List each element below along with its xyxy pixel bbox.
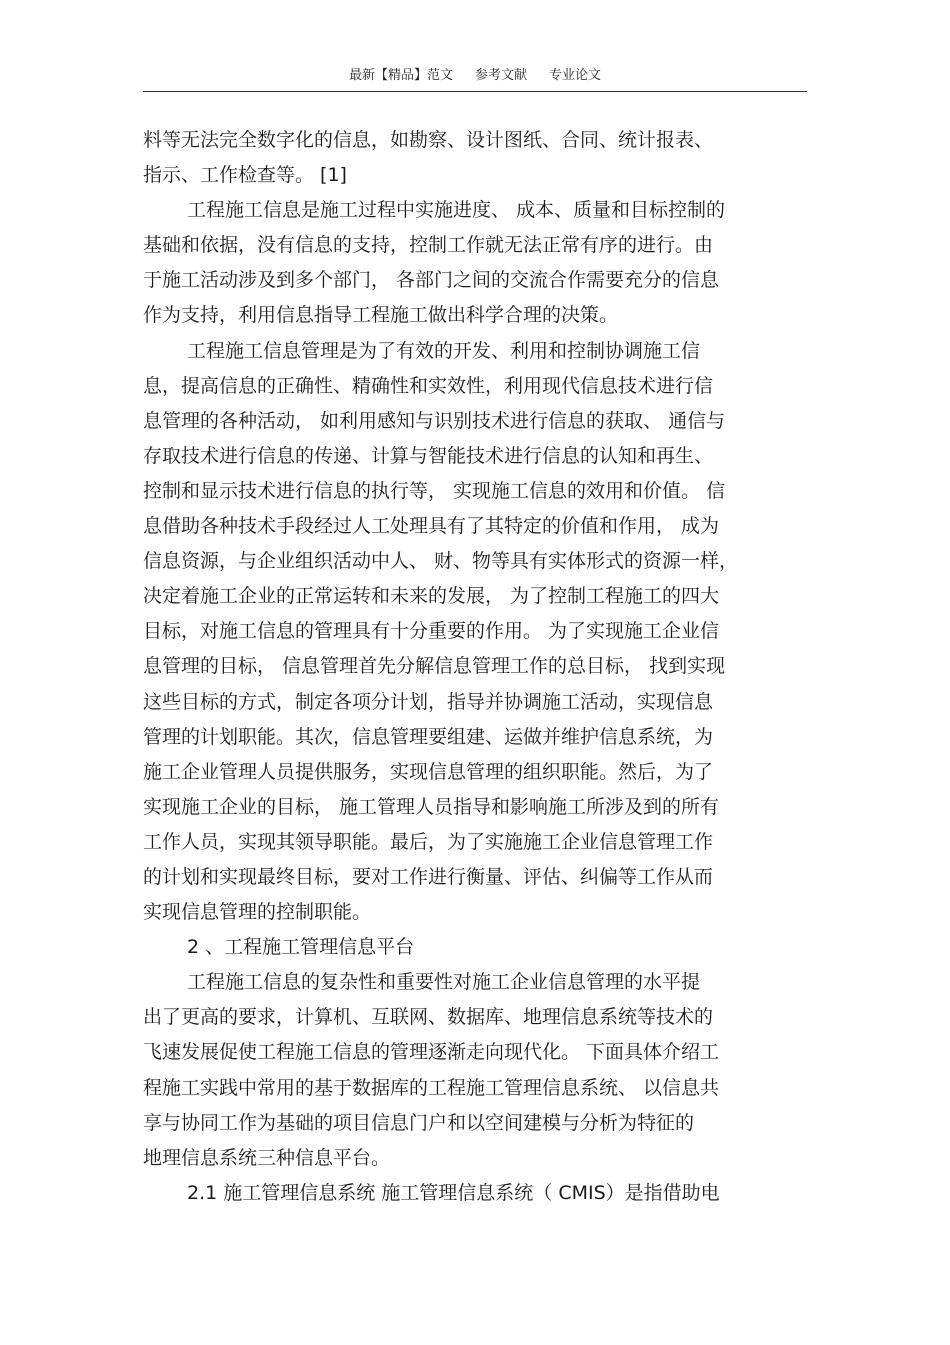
text-line: 2 、工程施工管理信息平台 [187, 936, 415, 959]
text-line: 指示、工作检查等。 [1] [143, 164, 347, 187]
text-line: 实现信息管理的控制职能。 [143, 901, 372, 924]
text-line: 这些目标的方式，制定各项分计划，指导并协调施工活动，实现信息 [143, 690, 714, 713]
text-line: 管理的计划职能。其次，信息管理要组建、运做并维护信息系统，为 [143, 725, 714, 748]
page-header [143, 66, 807, 90]
text-line: 地理信息系统三种信息平台。 [143, 1146, 391, 1169]
text-line: 信息资源，与企业组织活动中人、 财、物等具有实体形式的资源一样， [143, 550, 739, 573]
header-rule [143, 91, 807, 92]
text-line: 实现施工企业的目标， 施工管理人员指导和影响施工所涉及到的所有 [143, 795, 720, 818]
text-line: 工程施工信息的复杂性和重要性对施工企业信息管理的水平提 [187, 971, 701, 994]
text-line: 目标，对施工信息的管理具有十分重要的作用。 为了实现施工企业信 [143, 620, 720, 643]
text-line: 料等无法完全数字化的信息，如勘察、设计图纸、合同、统计报表、 [143, 129, 714, 151]
text-line: 施工企业管理人员提供服务，实现信息管理的组织职能。然后，为了 [143, 760, 714, 783]
header-part: 专业论文 [549, 68, 602, 83]
text-line: 飞速发展促使工程施工信息的管理逐渐走向现代化。 下面具体介绍工 [143, 1041, 720, 1064]
text-line: 的计划和实现最终目标，要对工作进行衡量、评估、纠偏等工作从而 [143, 865, 714, 888]
text-line: 息管理的各种活动， 如利用感知与识别技术进行信息的获取、 通信与 [143, 409, 726, 432]
body-text [143, 123, 807, 1211]
text-line: 存取技术进行信息的传递、计算与智能技术进行信息的认知和再生、 [143, 444, 714, 467]
text-line: 息，提高信息的正确性、精确性和实效性，利用现代信息技术进行信 [143, 374, 714, 397]
text-line: 决定着施工企业的正常运转和未来的发展， 为了控制工程施工的四大 [143, 585, 720, 608]
text-line: 享与协同工作为基础的项目信息门户和以空间建模与分析为特征的 [143, 1111, 695, 1134]
text-line: 工程施工信息是施工过程中实施进度、 成本、质量和目标控制的 [187, 199, 726, 222]
text-line: 工作人员，实现其领导职能。最后，为了实施施工企业信息管理工作 [143, 830, 714, 853]
text-line: 程施工实践中常用的基于数据库的工程施工管理信息系统、 以信息共 [143, 1076, 720, 1099]
text-line: 控制和显示技术进行信息的执行等， 实现施工信息的效用和价值。 信 [143, 479, 726, 502]
text-line: 工程施工信息管理是为了有效的开发、利用和控制协调施工信 [187, 339, 701, 362]
text-line: 2.1 施工管理信息系统 施工管理信息系统（ CMIS）是指借助电 [187, 1181, 720, 1204]
text-line: 基础和依据，没有信息的支持，控制工作就无法正常有序的进行。由 [143, 234, 714, 257]
text-line: 出了更高的要求，计算机、互联网、数据库、地理信息系统等技术的 [143, 1006, 714, 1029]
text-line: 息借助各种技术手段经过人工处理具有了其特定的价值和作用， 成为 [143, 515, 720, 538]
header-part: 参考文献 [474, 68, 527, 83]
text-line: 于施工活动涉及到多个部门， 各部门之间的交流合作需要充分的信息 [143, 269, 720, 292]
text-line: 作为支持，利用信息指导工程施工做出科学合理的决策。 [143, 304, 619, 327]
header-part: 最新【精品】范文 [348, 68, 453, 83]
text-line: 息管理的目标， 信息管理首先分解信息管理工作的总目标， 找到实现 [143, 655, 726, 678]
